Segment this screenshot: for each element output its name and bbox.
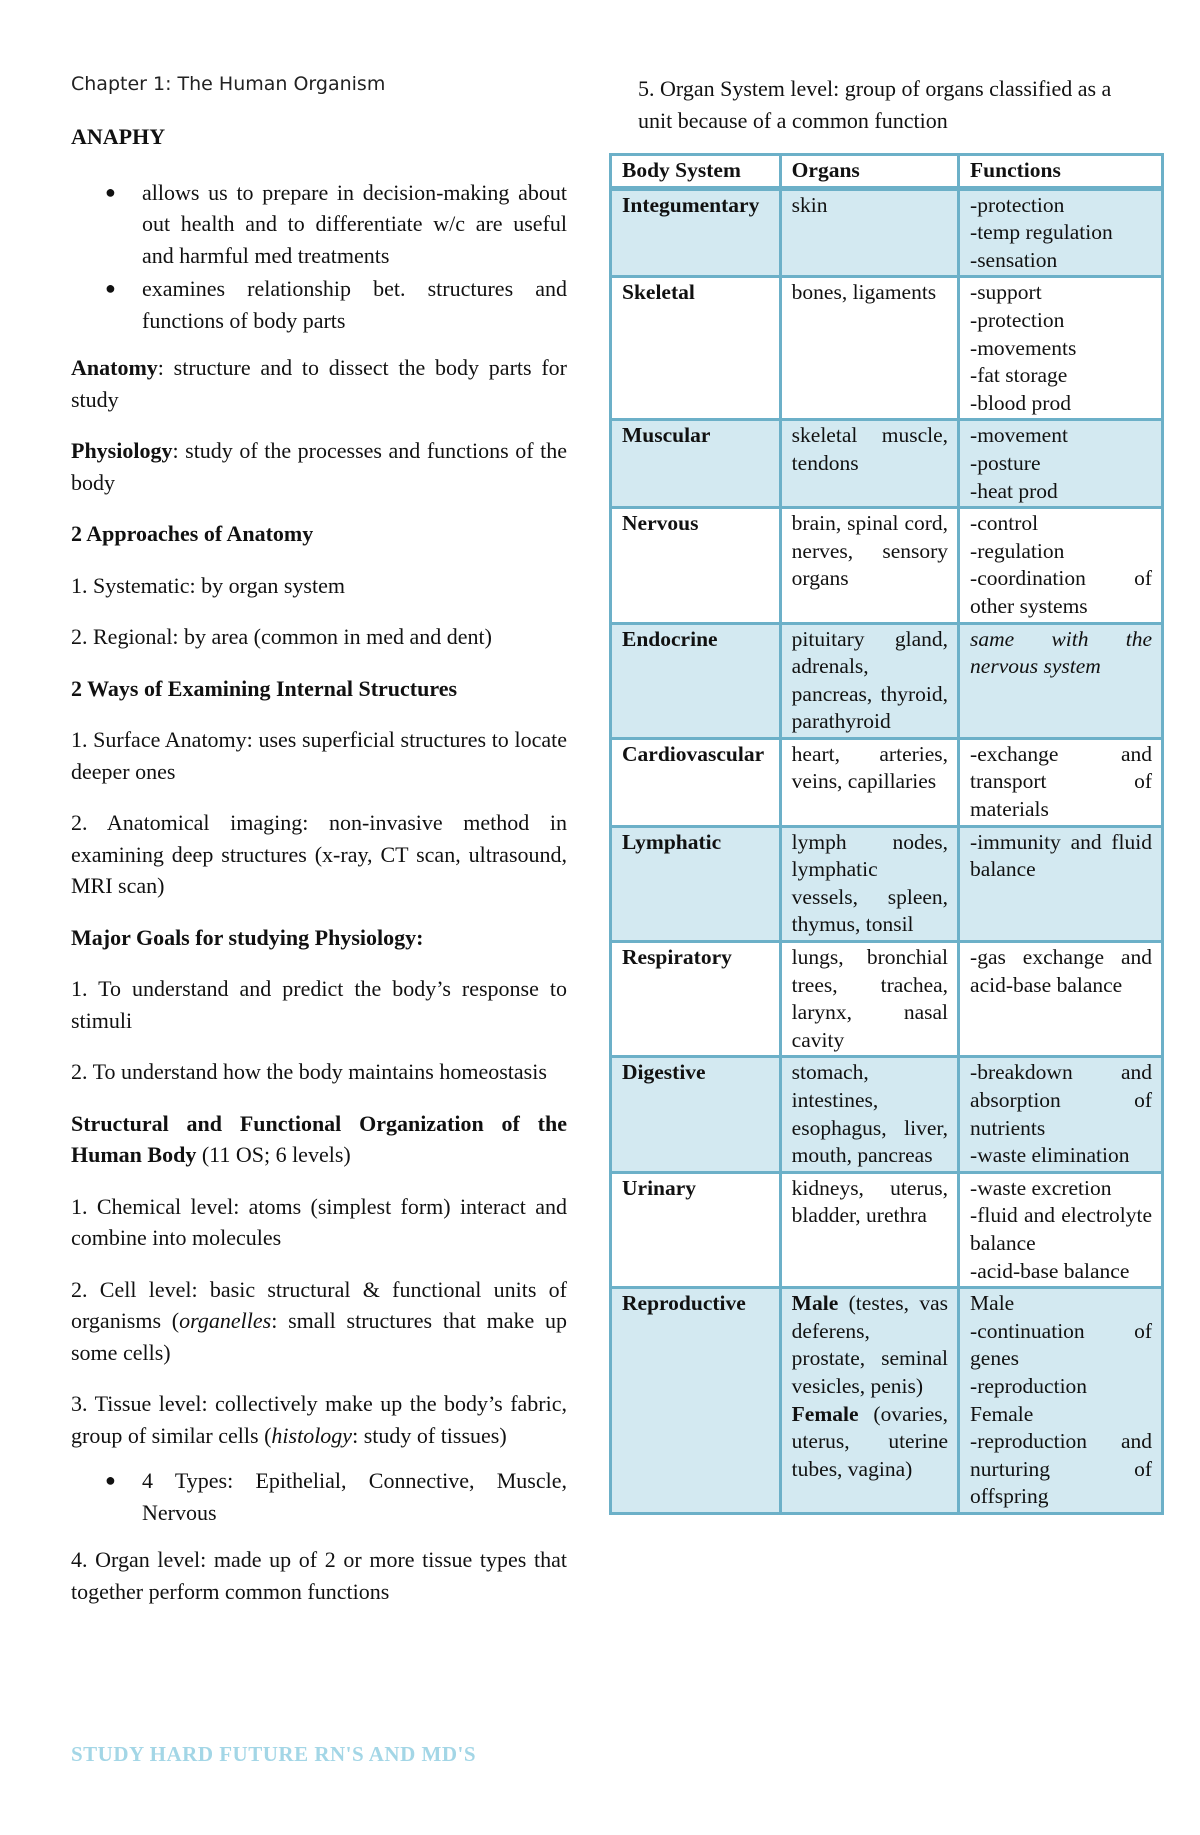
- function-line: -temp regulation: [970, 220, 1113, 245]
- level-item: [71, 1274, 567, 1369]
- functions-cell: [959, 1172, 1163, 1287]
- table-row: [611, 1057, 1163, 1172]
- left-column: [71, 121, 567, 1627]
- organs-cell: bones, ligaments: [780, 277, 958, 420]
- ways-heading: [71, 673, 567, 705]
- level-term: organelles: [179, 1308, 272, 1333]
- body-system-cell: Urinary: [611, 1172, 781, 1287]
- function-line: -exchange and transport of materials: [970, 741, 1152, 822]
- organs-cell: brain, spinal cord, nerves, sensory organs: [780, 508, 958, 623]
- organs-cell: lymph nodes, lymphatic vessels, spleen, thymus, tonsil: [780, 826, 958, 941]
- function-line: -coordination of other systems: [970, 566, 1152, 618]
- approaches-heading: [71, 518, 567, 550]
- functions-cell: [959, 623, 1163, 738]
- ways-title: 2 Ways of Examining Internal Structures: [71, 675, 458, 701]
- functions-cell: [959, 420, 1163, 508]
- body-system-cell: Skeletal: [611, 277, 781, 420]
- function-line: -support: [970, 280, 1042, 305]
- organization-heading: [71, 1108, 567, 1171]
- organs-cell: [780, 1288, 958, 1514]
- body-system-cell: Muscular: [611, 420, 781, 508]
- level-text: : study of tissues): [352, 1422, 507, 1448]
- approach-item: 2. Regional: by area (common in med and dent): [71, 624, 492, 649]
- function-line: -protection: [970, 192, 1065, 217]
- organs-male-text: (testes, vas deferens, prostate, seminal vesicles, penis): [791, 1291, 949, 1398]
- functions-cell: [959, 942, 1163, 1057]
- table-row: [611, 188, 1163, 277]
- table-header-cell: Body System: [611, 155, 781, 189]
- functions-cell: [959, 188, 1163, 277]
- functions-cell: [959, 1288, 1163, 1514]
- tissue-bullet: [71, 1465, 567, 1528]
- right-column: [638, 73, 1138, 136]
- level-text: 3. Tissue level: collectively make up the body’s fabric, group of similar cells (: [71, 1391, 567, 1448]
- table-row: [611, 277, 1163, 420]
- intro-bullets: [71, 177, 567, 337]
- table-row: [611, 508, 1163, 623]
- body-system-cell: Respiratory: [611, 942, 781, 1057]
- function-line: -continuation of genes: [970, 1318, 1152, 1371]
- level-text: : small structures that make up some cells): [71, 1308, 567, 1365]
- footer-text: STUDY HARD FUTURE RN'S AND MD'S: [71, 1742, 477, 1766]
- physiology-def: : study of the processes and functions of the body: [71, 438, 567, 495]
- organ-systems-table: [609, 153, 1164, 1515]
- level-item: 4. Organ level: made up of 2 or more tissue types that together perform common functions: [71, 1547, 567, 1604]
- table-header-row: [611, 155, 1163, 189]
- bullet-icon: ●: [105, 1470, 116, 1490]
- goal-item: 1. To understand and predict the body’s response to stimuli: [71, 976, 567, 1033]
- level-item: [71, 1388, 567, 1451]
- function-line: -acid-base balance: [970, 1258, 1130, 1283]
- table-row: [611, 826, 1163, 941]
- body-system-cell: Cardiovascular: [611, 738, 781, 826]
- function-line: -control: [970, 511, 1039, 536]
- table-row: [611, 942, 1163, 1057]
- anatomy-def: : structure and to dissect the body parts for study: [71, 355, 567, 412]
- function-line: -reproduction: [970, 1373, 1088, 1398]
- level-item: 1. Chemical level: atoms (simplest form) interact and combine into molecules: [71, 1193, 567, 1250]
- goals-title: Major Goals for studying Physiology:: [71, 924, 424, 950]
- function-line: -waste elimination: [970, 1143, 1130, 1168]
- goals-heading: [71, 922, 567, 954]
- body-system-cell: Nervous: [611, 508, 781, 623]
- table-row: [611, 1288, 1163, 1514]
- function-line: -waste excretion: [970, 1175, 1112, 1200]
- function-line: -sensation: [970, 247, 1058, 272]
- body-system-cell: Lymphatic: [611, 826, 781, 941]
- table-row: [611, 623, 1163, 738]
- function-line: Female: [970, 1401, 1034, 1426]
- organs-cell: skeletal muscle, tendons: [780, 420, 958, 508]
- function-line: -movements: [970, 335, 1077, 360]
- body-system-cell: Reproductive: [611, 1288, 781, 1514]
- function-line: Male: [970, 1291, 1015, 1316]
- organs-female-text: (ovaries, uterus, uterine tubes, vagina): [791, 1401, 949, 1481]
- function-line: -heat prod: [970, 478, 1058, 503]
- functions-cell: [959, 826, 1163, 941]
- anatomy-term: Anatomy: [71, 355, 158, 380]
- organs-cell: skin: [780, 188, 958, 277]
- organization-note: (11 OS; 6 levels): [196, 1142, 351, 1167]
- organs-female-label: Female: [791, 1401, 859, 1426]
- approaches-title: 2 Approaches of Anatomy: [71, 521, 314, 546]
- function-line: -movement: [970, 423, 1068, 448]
- function-line: -fluid and electrolyte balance: [970, 1203, 1152, 1255]
- function-line: -gas exchange and acid-base balance: [970, 945, 1152, 997]
- function-line: -immunity and fluid balance: [970, 829, 1152, 882]
- functions-cell: [959, 738, 1163, 826]
- organs-male-label: Male: [791, 1291, 839, 1316]
- bullet-icon: ●: [105, 181, 116, 202]
- organ-system-level: 5. Organ System level: group of organs classified as a unit because of a common function: [638, 76, 1112, 133]
- function-line: -breakdown and absorption of nutrients: [970, 1060, 1152, 1140]
- level-text: 2. Cell level: basic structural & functional units of organisms (: [71, 1276, 567, 1333]
- body-system-cell: Digestive: [611, 1057, 781, 1172]
- functions-cell: [959, 277, 1163, 420]
- intro-bullet: [71, 273, 567, 336]
- anatomy-definition: [71, 352, 567, 415]
- way-item: 2. Anatomical imaging: non-invasive method in examining deep structures (x-ray, CT scan, ultrasound, MRI scan): [71, 810, 567, 898]
- functions-cell: [959, 508, 1163, 623]
- physiology-definition: [71, 435, 567, 498]
- intro-bullet: [71, 177, 567, 272]
- bullet-text: examines relationship bet. structures and functions of body parts: [142, 276, 567, 333]
- way-item: 1. Surface Anatomy: uses superficial structures to locate deeper ones: [71, 727, 567, 784]
- page-header: Chapter 1: The Human Organism: [71, 73, 386, 95]
- bullet-text: 4 Types: Epithelial, Connective, Muscle, Nervous: [142, 1468, 567, 1525]
- organs-cell: lungs, bronchial trees, trachea, larynx, nasal cavity: [780, 942, 958, 1057]
- bullet-icon: ●: [105, 278, 116, 298]
- body-system-cell: Endocrine: [611, 623, 781, 738]
- function-line: -posture: [970, 450, 1041, 475]
- organs-cell: kidneys, uterus, bladder, urethra: [780, 1172, 958, 1287]
- organs-cell: heart, arteries, veins, capillaries: [780, 738, 958, 826]
- table-row: [611, 1172, 1163, 1287]
- table-row: [611, 738, 1163, 826]
- function-line: -reproduction and nurturing of offspring: [970, 1429, 1152, 1509]
- functions-cell: [959, 1057, 1163, 1172]
- level-term: histology: [271, 1422, 353, 1448]
- organization-title: Structural and Functional Organization of the Human Body: [71, 1110, 567, 1167]
- function-line: -blood prod: [970, 390, 1071, 415]
- body-system-cell: Integumentary: [611, 188, 781, 277]
- approach-item: 1. Systematic: by organ system: [71, 572, 345, 598]
- function-line: -protection: [970, 307, 1065, 332]
- table-row: [611, 420, 1163, 508]
- table-header-cell: Organs: [780, 155, 958, 189]
- table-header-cell: Functions: [959, 155, 1163, 189]
- organs-cell: pituitary gland, adrenals, pancreas, thyroid, parathyroid: [780, 623, 958, 738]
- function-line: -fat storage: [970, 363, 1068, 388]
- physiology-term: Physiology: [71, 438, 173, 463]
- tissue-bullets: [71, 1465, 567, 1528]
- goal-item: 2. To understand how the body maintains homeostasis: [71, 1059, 547, 1084]
- function-note: same with the nervous system: [970, 626, 1152, 679]
- bullet-text: allows us to prepare in decision-making about out health and to differentiate w/c are useful and harmful med treatments: [142, 179, 567, 268]
- section-title-anaphy: ANAPHY: [71, 124, 166, 149]
- function-line: -regulation: [970, 538, 1065, 563]
- organs-cell: stomach, intestines, esophagus, liver, mouth, pancreas: [780, 1057, 958, 1172]
